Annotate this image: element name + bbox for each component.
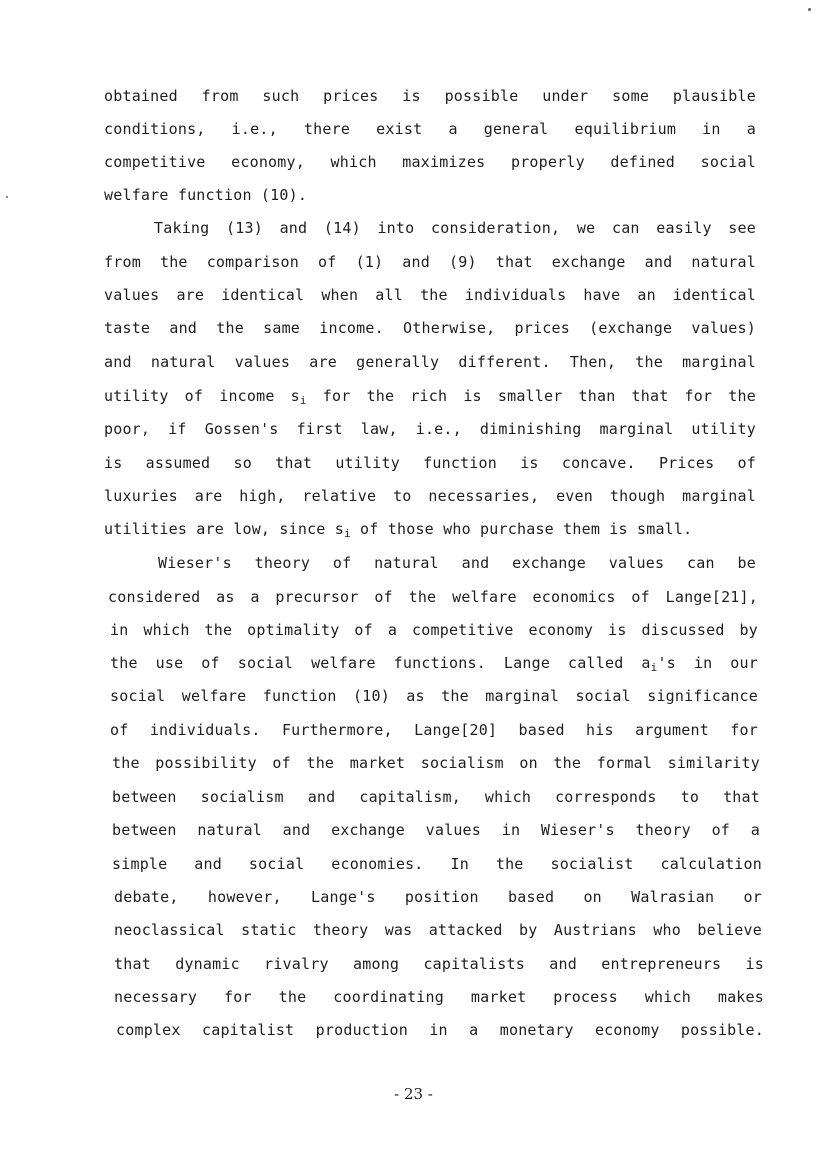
text-line: simple and social economies. In the socialist calculation (112, 855, 762, 873)
subscript: i (344, 527, 351, 540)
text-line: and natural values are generally different. Then, the marginal (104, 353, 756, 371)
text-line: Wieser's theory of natural and exchange values can be (158, 554, 756, 572)
text-line: competitive economy, which maximizes properly defined social (104, 153, 756, 171)
text-line: neoclassical static theory was attacked by Austrians who believe (114, 921, 762, 939)
text-line: taste and the same income. Otherwise, prices (exchange values) (104, 319, 756, 337)
subscript: i (299, 394, 307, 407)
text-line (104, 384, 756, 408)
scan-speck (808, 8, 811, 11)
text-segment: for the rich is smaller than that for the (306, 387, 756, 405)
text-line: considered as a precursor of the welfare economics of Lange[21], (108, 588, 758, 606)
text-segment: utilities are low, since s (104, 520, 344, 538)
text-line: poor, if Gossen's first law, i.e., diminishing marginal utility (104, 420, 756, 438)
scan-speck (6, 196, 8, 198)
text-line: between natural and exchange values in Wieser's theory of a (112, 821, 760, 839)
text-line: from the comparison of (1) and (9) that exchange and natural (104, 253, 756, 271)
text-line: is assumed so that utility function is concave. Prices of (104, 454, 756, 472)
text-line: the possibility of the market socialism on the formal similarity (112, 754, 760, 772)
text-line: in which the optimality of a competitive economy is discussed by (110, 621, 758, 639)
text-line: between socialism and capitalism, which corresponds to that (112, 788, 760, 806)
text-line: that dynamic rivalry among capitalists and entrepreneurs is (114, 955, 764, 973)
text-line: conditions, i.e., there exist a general equilibrium in a (104, 120, 756, 138)
text-segment: utility of income s (104, 387, 300, 405)
text-line: values are identical when all the individuals have an identical (104, 286, 756, 304)
text-line: necessary for the coordinating market process which makes (114, 988, 764, 1006)
text-line (110, 651, 758, 675)
text-line: welfare function (10). (104, 186, 308, 204)
text-line: obtained from such prices is possible under some plausible (104, 87, 756, 105)
text-line: luxuries are high, relative to necessaries, even though marginal (104, 487, 756, 505)
text-segment: the use of social welfare functions. Lange called a (110, 654, 651, 672)
text-line: of individuals. Furthermore, Lange[20] based his argument for (110, 721, 758, 739)
text-line: complex capitalist production in a monetary economy possible. (116, 1021, 764, 1039)
text-segment: 's in our (657, 654, 758, 672)
text-line: debate, however, Lange's position based on Walrasian or (114, 888, 762, 906)
page-number: - 23 - (394, 1085, 433, 1103)
text-line: social welfare function (10) as the marginal social significance (110, 687, 758, 705)
subscript: i (650, 661, 658, 674)
text-line (104, 517, 756, 541)
text-line: Taking (13) and (14) into consideration, we can easily see (154, 219, 756, 237)
text-segment: of those who purchase them is small. (350, 520, 693, 538)
